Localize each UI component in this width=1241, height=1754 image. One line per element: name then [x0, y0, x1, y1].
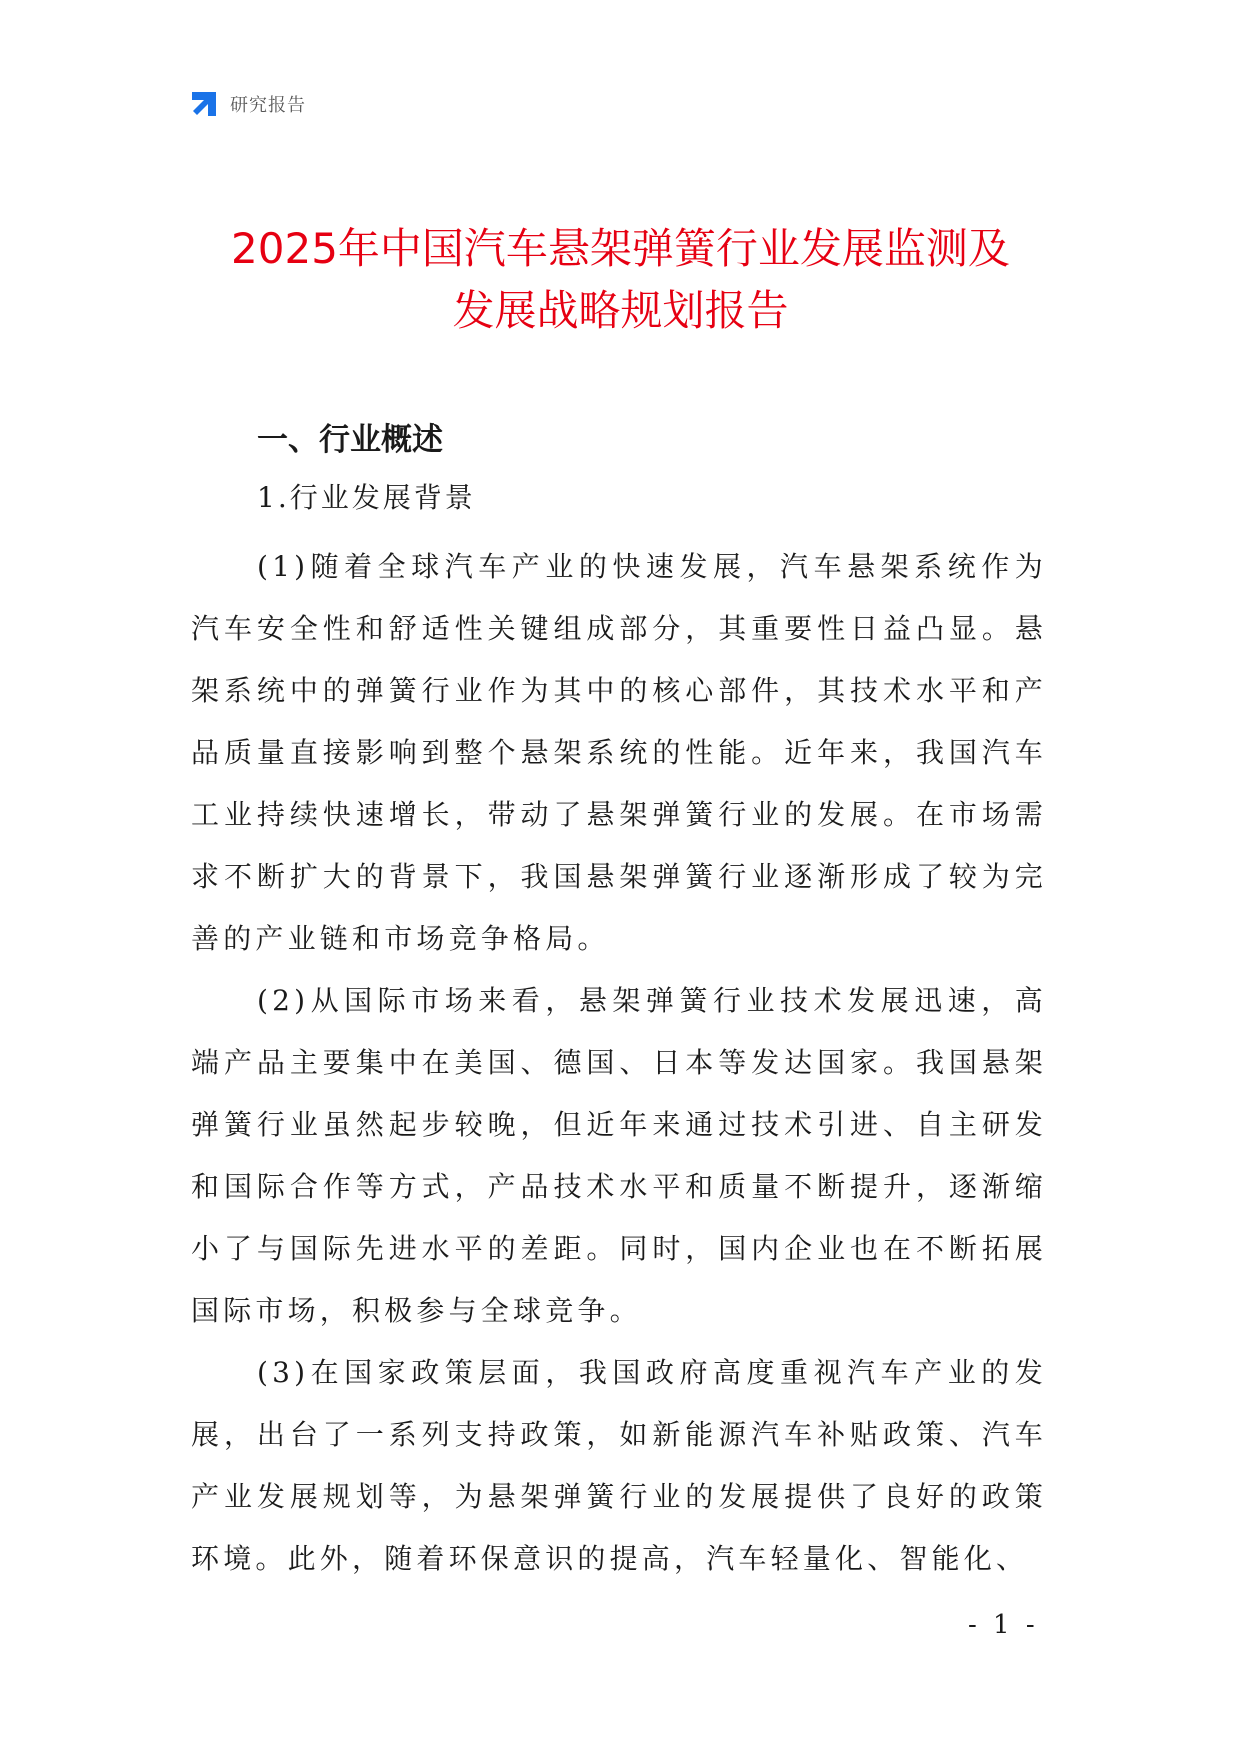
document-title: [150, 218, 1091, 342]
arrow-up-right-icon: [188, 88, 220, 120]
title-line-2: 发展战略规划报告: [452, 286, 789, 335]
title-line-1: 2025年中国汽车悬架弹簧行业发展监测及: [231, 224, 1010, 273]
header-label: 研究报告: [230, 95, 306, 116]
paragraph-2: (2)从国际市场来看，悬架弹簧行业技术发展迅速，高端产品主要集中在美国、德国、日本等发达国家。我国悬架弹簧行业虽然起步较晚，但近年来通过技术引进、自主研发和国际合作等方式，产品技术水平和质量不断提升，逐渐缩小了与国际先进水平的差距。同时，国内企业也在不断拓展国际市场，积极参与全球竞争。: [191, 984, 1047, 1327]
document-body: [191, 418, 1047, 1590]
report-header: [188, 88, 306, 120]
paragraph-3: (3)在国家政策层面，我国政府高度重视汽车产业的发展，出台了一系列支持政策，如新能源汽车补贴政策、汽车产业发展规划等，为悬架弹簧行业的发展提供了良好的政策环境。此外，随着环保意识的提高，汽车轻量化、智能化、: [191, 1356, 1047, 1575]
subsection-heading: 1.行业发展背景: [257, 481, 476, 514]
page-number: - 1 -: [968, 1610, 1039, 1640]
section-heading: 一、行业概述: [257, 422, 443, 458]
paragraph-1: (1)随着全球汽车产业的快速发展，汽车悬架系统作为汽车安全性和舒适性关键组成部分，其重要性日益凸显。悬架系统中的弹簧行业作为其中的核心部件，其技术水平和产品质量直接影响到整个悬架系统的性能。近年来，我国汽车工业持续快速增长，带动了悬架弹簧行业的发展。在市场需求不断扩大的背景下，我国悬架弹簧行业逐渐形成了较为完善的产业链和市场竞争格局。: [191, 550, 1047, 955]
